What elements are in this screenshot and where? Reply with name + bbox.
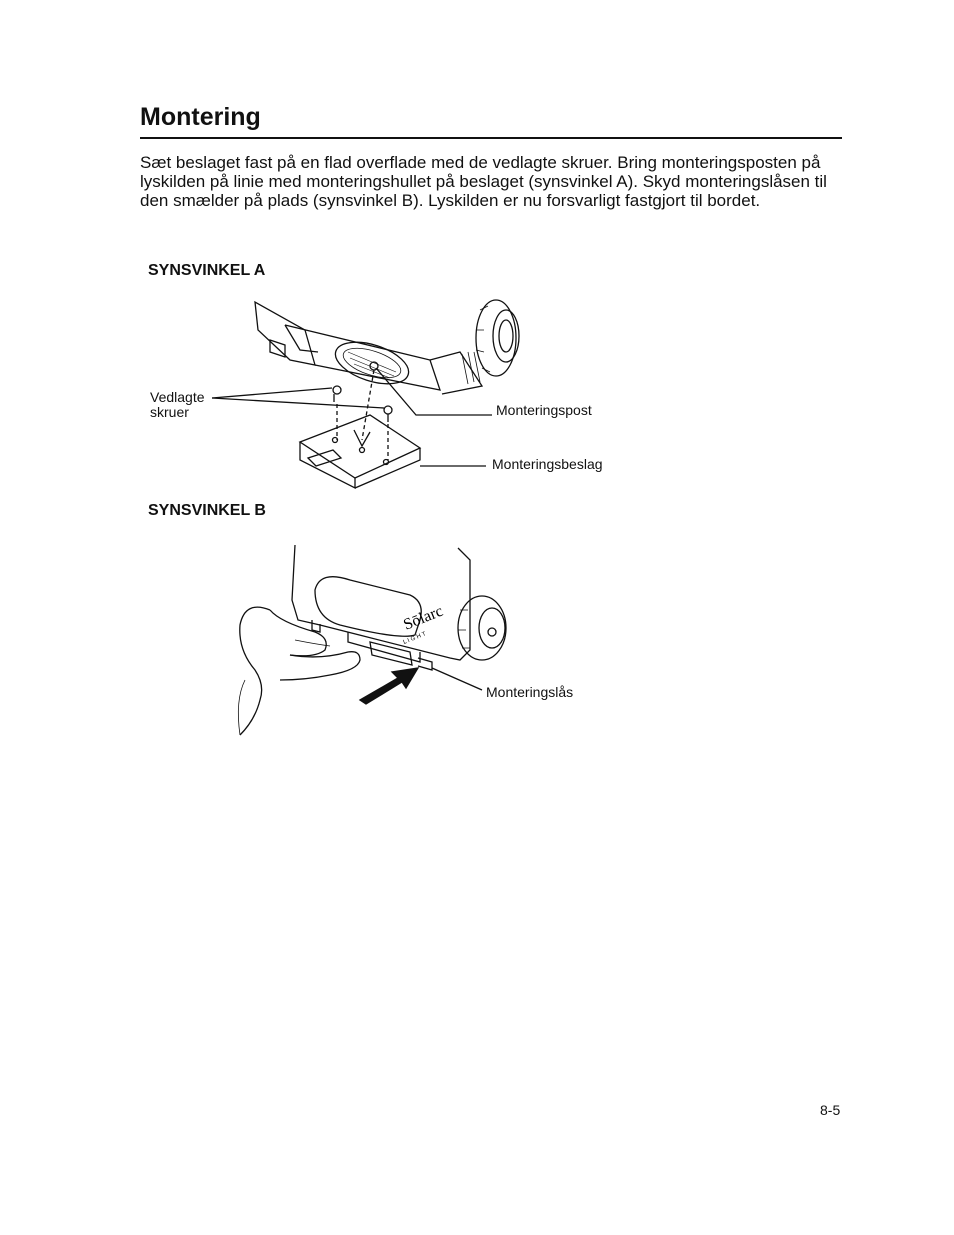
view-a-heading: SYNSVINKEL A [148,262,266,279]
page-title: Montering [140,103,261,131]
intro-paragraph: Sæt beslaget fast på en flad overflade med de vedlagte skruer. Bring monteringsposten på lyskilden på linie med monteringshullet på beslaget (synsvinkel A). Skyd monteringslåsen til den smælder på plads (synsvinkel B). Lyskilden er nu forsvarligt fastgjort til bordet. [140,153,827,210]
title-rule [140,137,842,139]
screws-callout-line1: Vedlagte [150,389,205,405]
post-callout: Monteringspost [496,402,592,418]
view-b-illustration [220,540,640,740]
page-number: 8-5 [820,1102,841,1118]
bracket-callout: Monteringsbeslag [492,456,603,472]
lock-callout: Monteringslås [486,684,574,700]
brand-logo: Sōlarc [401,602,446,634]
view-b-heading: SYNSVINKEL B [148,502,266,519]
brand-logo-sub: L I G H T [402,631,428,646]
screws-callout-line2: skruer [150,404,189,420]
